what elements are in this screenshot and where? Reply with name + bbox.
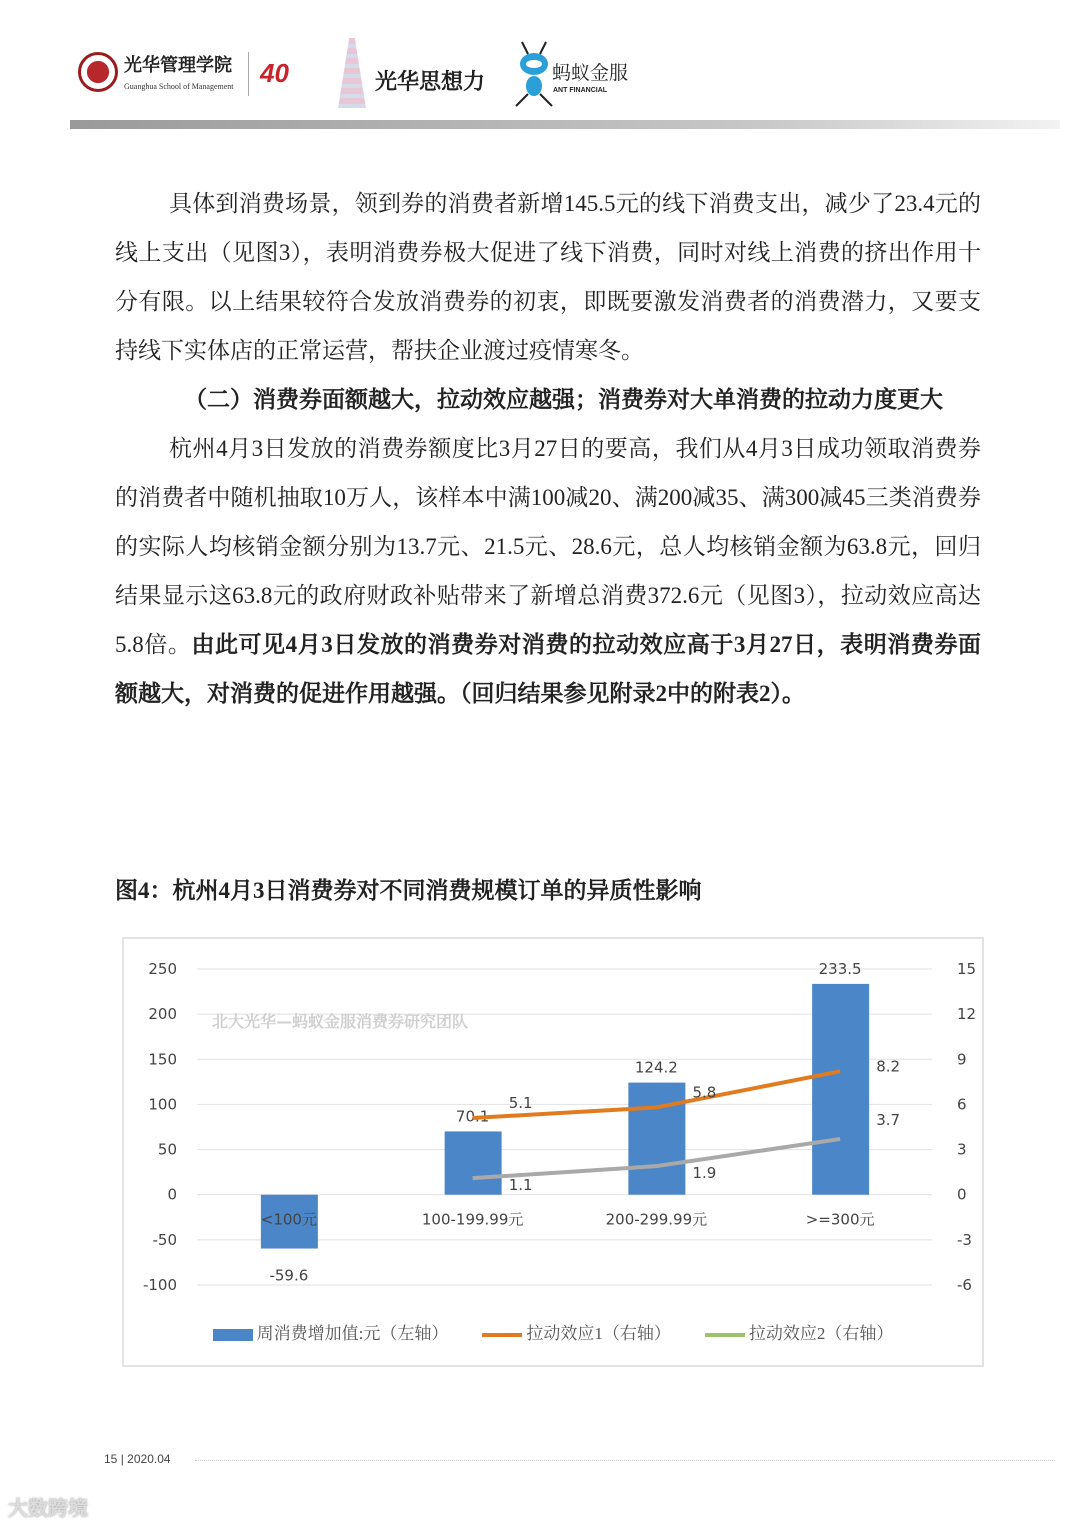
left-axis-tick-label: -50 <box>152 1230 177 1249</box>
ant-financial-logo: 蚂蚁金服 <box>552 62 629 84</box>
x-axis-category-label: 200-299.99元 <box>605 1210 708 1229</box>
guanghua-logo-en: Guanghua School of Management <box>124 82 234 91</box>
chart-legend <box>124 1319 982 1344</box>
chart-svg <box>124 939 984 1319</box>
legend-item-bar <box>213 1319 449 1344</box>
x-axis-category-label: >=300元 <box>805 1210 875 1229</box>
paragraph-2 <box>115 424 981 718</box>
chart-watermark: 北大光华—蚂蚁金服消费券研究团队 <box>212 1012 469 1031</box>
line-data-label: 1.1 <box>508 1176 533 1195</box>
header-logos <box>70 30 1070 120</box>
bar <box>628 1083 685 1195</box>
left-axis-tick-label: -100 <box>142 1276 177 1294</box>
tower-logo-icon <box>338 38 366 108</box>
x-axis-category-label: <100元 <box>260 1210 317 1229</box>
anniversary-logo: 40 <box>260 58 289 88</box>
line-data-label: 5.8 <box>692 1083 717 1102</box>
figure-title: 图4：杭州4月3日消费券对不同消费规模订单的异质性影响 <box>115 878 702 903</box>
legend-label: 拉动效应2（右轴） <box>748 1324 894 1343</box>
legend-item-line2 <box>705 1319 894 1344</box>
page-footer <box>104 1452 171 1466</box>
legend-swatch-line2 <box>705 1333 745 1337</box>
x-axis-category-label: 100-199.99元 <box>421 1210 524 1229</box>
legend-item-line1 <box>482 1319 671 1344</box>
line-data-label: 8.2 <box>876 1057 901 1076</box>
guanghua-thought-logo: 光华思想力 <box>375 69 486 94</box>
left-axis-tick-label: 200 <box>148 1005 177 1024</box>
footer-separator: | <box>120 1452 124 1466</box>
left-axis-tick-label: 250 <box>148 960 177 978</box>
left-axis-tick-label: 50 <box>157 1140 177 1159</box>
bar-data-label: 70.1 <box>455 1107 490 1126</box>
left-axis-tick-label: 150 <box>148 1050 177 1069</box>
right-axis-tick-label: 12 <box>957 1005 977 1024</box>
right-axis-tick-label: 3 <box>957 1140 967 1159</box>
section-heading: （二）消费券面额越大，拉动效应越强；消费券对大单消费的拉动力度更大 <box>184 387 943 412</box>
paragraph-2-text: 杭州4月3日发放的消费券额度比3月27日的要高，我们从4月3日成功领取消费券的消费者中随机抽取10万人，该样本中满100减20、满200减35、满300减45三类消费券的实际人均核销金额分别为13.7元、21.5元、28.6元，总人均核销金额为63.8元，回归结果显示这63.8元的政府财政补贴带来了新增总消费372.6元（见图3），拉动效应高达5.8倍。 <box>115 436 982 657</box>
bar <box>812 984 869 1195</box>
right-axis-tick-label: 15 <box>957 960 977 978</box>
left-axis-tick-label: 0 <box>167 1185 177 1204</box>
right-axis-tick-label: 6 <box>957 1095 967 1114</box>
line-data-label: 5.1 <box>508 1093 533 1112</box>
bar-data-label: 233.5 <box>818 959 862 978</box>
legend-label: 拉动效应1（右轴） <box>526 1324 671 1343</box>
ant-financial-logo-en: ANT FINANCIAL <box>553 87 608 94</box>
footer-line <box>195 1460 1055 1461</box>
paragraph-2-bold: 由此可见4月3日发放的消费券对消费的拉动效应高于3月27日，表明消费券面额越大，对消费的促进作用越强。（回归结果参见附录2中的附表2）。 <box>115 632 982 706</box>
bar-data-label: 124.2 <box>634 1058 678 1077</box>
source-watermark: 大数跨境 <box>8 1496 88 1520</box>
body-text <box>115 179 981 718</box>
page-number: 15 <box>104 1452 118 1466</box>
line-data-label: 1.9 <box>692 1164 717 1183</box>
left-axis-tick-label: 100 <box>148 1095 177 1114</box>
bar-data-label: -59.6 <box>269 1266 309 1285</box>
footer-date: 2020.04 <box>127 1452 171 1466</box>
header-divider-bar <box>70 120 1060 129</box>
chart-frame <box>122 937 984 1367</box>
legend-label: 周消费增加值:元（左轴） <box>256 1324 449 1343</box>
legend-swatch-line1 <box>482 1333 522 1337</box>
right-axis-tick-label: 9 <box>957 1050 967 1069</box>
bar <box>445 1131 502 1194</box>
legend-swatch-bar <box>213 1329 253 1341</box>
pku-seal-logo <box>78 52 118 92</box>
paragraph-1: 具体到消费场景，领到券的消费者新增145.5元的线下消费支出，减少了23.4元的线上支出（见图3），表明消费券极大促进了线下消费，同时对线上消费的挤出作用十分有限。以上结果较符合发放消费券的初衷，即既要激发消费者的消费潜力，又要支持线下实体店的正常运营，帮扶企业渡过疫情寒冬。 <box>115 191 981 363</box>
line-data-label: 3.7 <box>876 1111 901 1130</box>
logo-divider <box>248 52 249 96</box>
right-axis-tick-label: -3 <box>957 1230 972 1249</box>
guanghua-logo-text: 光华管理学院 <box>124 55 232 75</box>
right-axis-tick-label: -6 <box>957 1276 972 1294</box>
right-axis-tick-label: 0 <box>957 1185 967 1204</box>
